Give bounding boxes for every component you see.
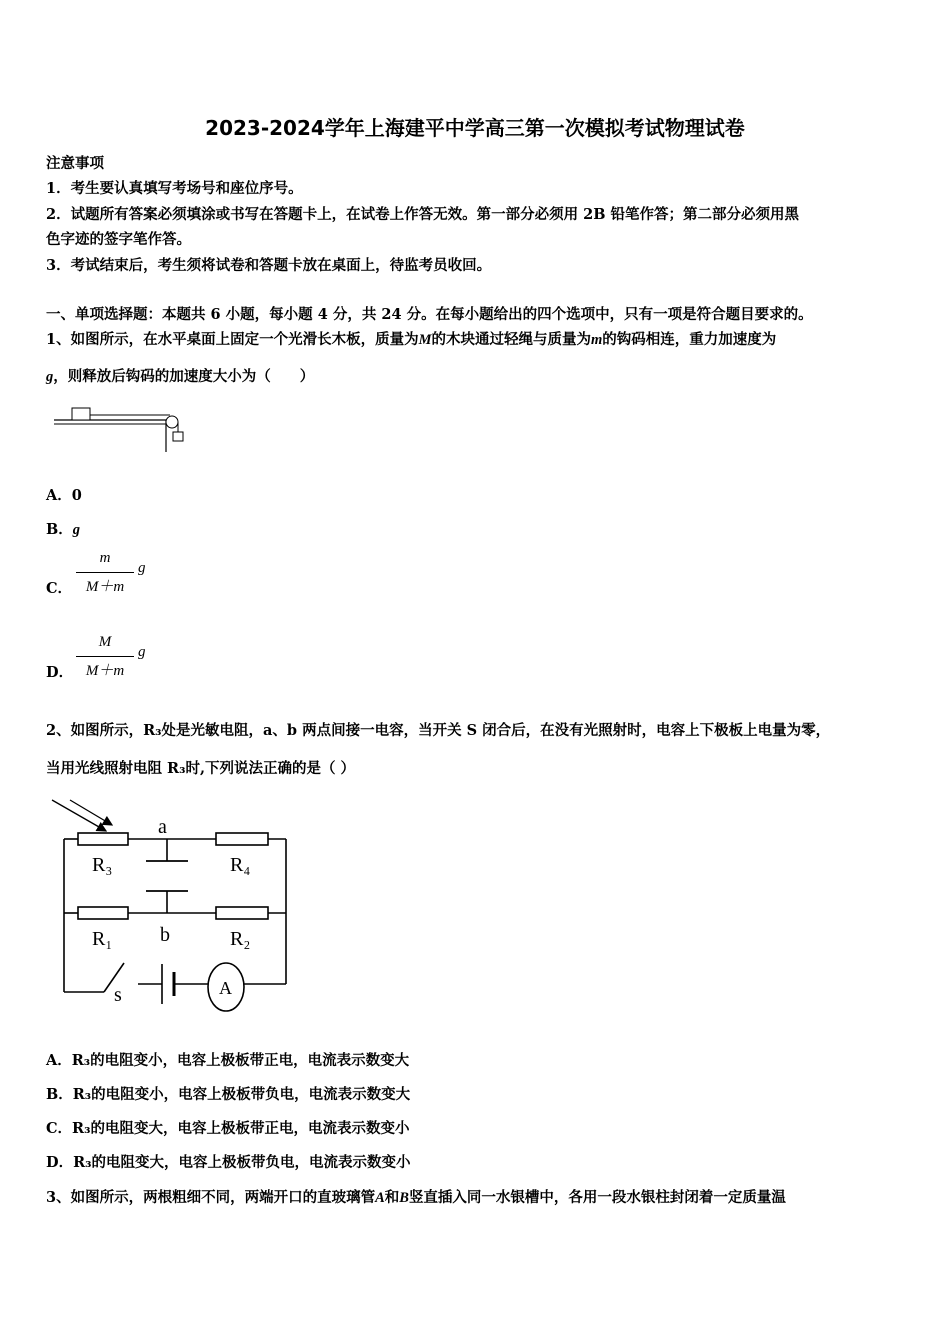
- q1-stem-line1: 1、如图所示，在水平桌面上固定一个光滑长木板，质量为M的木块通过轻绳与质量为m的钩码相连，重力加速度为: [46, 331, 777, 348]
- node-a-label: a: [158, 816, 167, 838]
- q2-option-d[interactable]: D．R₃的电阻变大，电容上极板带负电，电流表示数变小: [46, 1154, 411, 1171]
- q1-stem-line2: g，则释放后钩码的加速度大小为（ ）: [46, 368, 315, 385]
- node-b-label: b: [160, 924, 170, 946]
- q1-figure: [48, 400, 193, 458]
- hook-weight-m: [173, 432, 183, 441]
- notice-item-2: 2．试题所有答案必须填涂或书写在答题卡上，在试卷上作答无效。第一部分必须用 2B 铅笔作答；第二部分必须用黑: [46, 206, 800, 223]
- fraction-bar: [76, 572, 134, 573]
- notice-item-1: 1．考生要认真填写考场号和座位序号。: [46, 180, 303, 197]
- fraction-factor-g: g: [138, 560, 146, 576]
- q2-stem-line1: 2、如图所示，R₃处是光敏电阻，a、b 两点间接一电容，当开关 S 闭合后，在没有光照射时，电容上下极板上电量为零，: [46, 722, 831, 739]
- notice-heading: 注意事项: [46, 155, 104, 172]
- pulley: [166, 416, 178, 428]
- resistor-r2: [216, 907, 268, 919]
- q2-option-b[interactable]: B．R₃的电阻变小，电容上极板带负电，电流表示数变大: [46, 1086, 411, 1103]
- light-ray-2: [70, 800, 112, 825]
- page-title: 2023-2024学年上海建平中学高三第一次模拟考试物理试卷: [205, 116, 745, 140]
- q3-stem-line1: 3、如图所示，两根粗细不同，两端开口的直玻璃管A和B竖直插入同一水银槽中，各用一段水银柱封闭着一定质量温: [46, 1189, 786, 1206]
- r2-label: R₂: [230, 928, 251, 950]
- r4-label: R₄: [230, 854, 251, 876]
- q2-option-a[interactable]: A．R₃的电阻变小，电容上极板带正电，电流表示数变大: [46, 1052, 410, 1069]
- resistor-r1: [78, 907, 128, 919]
- fraction-bar: [76, 656, 134, 657]
- resistor-r3: [78, 833, 128, 845]
- block-M: [72, 408, 90, 420]
- notice-item-2-cont: 色字迹的签字笔作答。: [46, 231, 191, 248]
- section-heading: 一、单项选择题：本题共 6 小题，每小题 4 分，共 24 分。在每小题给出的四个选项中，只有一项是符合题目要求的。: [46, 306, 813, 323]
- q1-option-d-label[interactable]: D．: [46, 664, 74, 681]
- switch-label: s: [114, 984, 122, 1006]
- q2-option-c[interactable]: C．R₃的电阻变大，电容上极板带正电，电流表示数变小: [46, 1120, 410, 1137]
- fraction-denominator: M＋m: [85, 663, 125, 679]
- q2-stem-line2: 当用光线照射电阻 R₃时,下列说法正确的是（ ）: [46, 760, 356, 777]
- ammeter-label: A: [219, 978, 232, 998]
- r3-label: R₃: [92, 854, 113, 876]
- fraction-numerator: m: [99, 550, 111, 566]
- q1-option-a[interactable]: A．0: [46, 487, 82, 504]
- fraction-numerator: M: [98, 634, 112, 650]
- notice-item-3: 3．考试结束后，考生须将试卷和答题卡放在桌面上，待监考员收回。: [46, 257, 492, 274]
- fraction-denominator: M＋m: [85, 579, 125, 595]
- q2-circuit-diagram: [46, 795, 296, 1020]
- fraction-factor-g: g: [138, 644, 146, 660]
- resistor-r4: [216, 833, 268, 845]
- q1-option-b[interactable]: B．g: [46, 521, 81, 538]
- r1-label: R₁: [92, 928, 113, 950]
- q1-option-c-label[interactable]: C．: [46, 580, 73, 597]
